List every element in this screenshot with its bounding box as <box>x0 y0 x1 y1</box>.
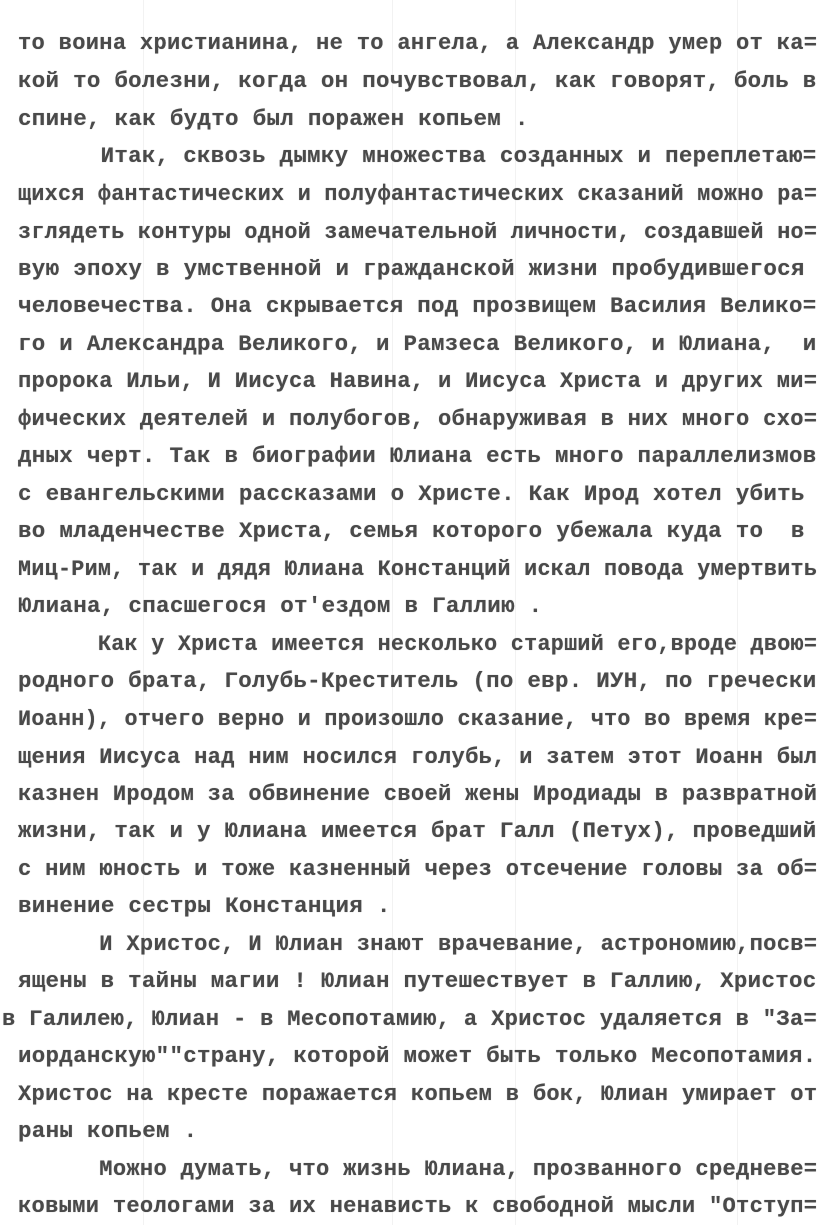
text-line: спине, как будто был поражен копьем . <box>18 106 529 132</box>
text-line: кой то болезни, когда он почувствовал, как говорят, боль в <box>18 68 817 94</box>
text-line: Миц-Рим, так и дядя Юлиана Констанций искал повода умертвить <box>18 556 818 582</box>
text-line: Можно думать, что жизнь Юлиана, прозванного средневе= <box>18 1156 818 1182</box>
text-line: человечества. Она скрывается под прозвищем Василия Велико= <box>18 293 817 319</box>
text-line: зглядеть контуры одной замечательной личности, создавшей но= <box>18 219 818 245</box>
text-line: И Христос, И Юлиан знают врачевание, астрономию,посв= <box>18 931 818 957</box>
text-line: жизни, так и у Юлиана имеется брат Галл (Петух), проведший <box>18 818 817 844</box>
text-line: пророка Ильи, И Иисуса Навина, и Иисуса Христа и других ми= <box>18 368 818 394</box>
text-line: ковыми теологами за их ненависть к свободной мысли "Отступ= <box>18 1193 818 1219</box>
text-line: то воина христианина, не то ангела, а Александр умер от ка= <box>18 30 818 56</box>
text-line: иорданскую""страну, которой может быть только Месопотамия. <box>18 1043 817 1069</box>
text-line: вую эпоху в умственной и гражданской жизни пробудившегося <box>18 256 805 282</box>
text-line: Иоанн), отчего верно и произошло сказание, что во время кре= <box>18 706 818 732</box>
text-line: щихся фантастических и полуфантастических сказаний можно ра= <box>18 181 818 207</box>
text-line: фических деятелей и полубогов, обнаруживая в них много схо= <box>18 406 818 432</box>
text-line: Итак, сквозь дымку множества созданных и переплетаю= <box>18 143 817 169</box>
text-line: во младенчестве Христа, семья которого убежала куда то в <box>18 518 805 544</box>
text-line: с ним юность и тоже казненный через отсечение головы за об= <box>18 856 818 882</box>
text-line: Христос на кресте поражается копьем в бок, Юлиан умирает от <box>18 1081 818 1107</box>
text-line: Как у Христа имеется несколько старший его,вроде двою= <box>18 631 818 657</box>
text-line: в Галилею, Юлиан - в Месопотамию, а Христос удаляется в "За= <box>2 1006 818 1032</box>
text-line: винение сестры Констанция . <box>18 893 391 919</box>
text-line: раны копьем . <box>18 1118 198 1144</box>
text-line: ящены в тайны магии ! Юлиан путешествует в Галлию, Христос <box>18 968 817 994</box>
text-line: дных черт. Так в биографии Юлиана есть много параллелизмов <box>18 443 817 469</box>
text-line: го и Александра Великого, и Рамзеса Великого, и Юлиана, и <box>18 331 817 357</box>
text-line: казнен Иродом за обвинение своей жены Иродиады в развратной <box>18 781 818 807</box>
text-line: с евангельскими рассказами о Христе. Как Ирод хотел убить <box>18 481 805 507</box>
text-line: родного брата, Голубь-Креститель (по евр. ИУН, по гречески <box>18 668 817 694</box>
text-line: Юлиана, спасшегося от'ездом в Галлию . <box>18 593 543 619</box>
text-line: щения Иисуса над ним носился голубь, и затем этот Иоанн был <box>18 744 818 770</box>
